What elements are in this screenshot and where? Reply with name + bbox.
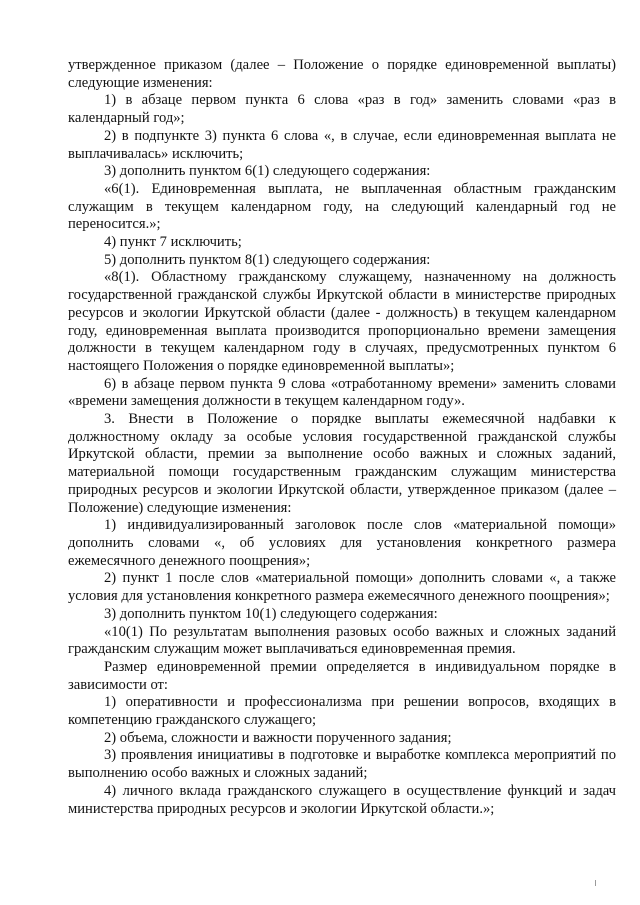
paragraph: «10(1) По результатам выполнения разовых особо важных и сложных заданий гражданским служащим может выплачиваться единовременная премия.	[68, 623, 616, 658]
paragraph: Размер единовременной премии определяется в индивидуальном порядке в зависимости от:	[68, 658, 616, 693]
paragraph: 4) пункт 7 исключить;	[104, 234, 242, 251]
paragraph: 6) в абзаце первом пункта 9 слова «отработанному времени» заменить словами «времени замещения должности в текущем календарном году».	[68, 375, 616, 410]
paragraph: 2) объема, сложности и важности порученного задания;	[104, 729, 452, 746]
paragraph: утвержденное приказом (далее – Положение о порядке единовременной выплаты) следующие изменения:	[68, 57, 616, 91]
paragraph: «8(1). Областному гражданскому служащему, назначенному на должность государственной гражданской службы Иркутской области в министерстве природных ресурсов и экологии Иркутской области (далее - должность) в текущем календарном году, единовременная выплата производится пропорционально времени замещения должности в текущем календарном году в случаях, предусмотренных пунктом 6 настоящего Положения о порядке единовременной выплаты»;	[68, 269, 616, 374]
paragraph: 3) дополнить пунктом 6(1) следующего содержания:	[104, 163, 431, 180]
paragraph: 2) в подпункте 3) пункта 6 слова «, в случае, если единовременная выплата не выплачивалась» исключить;	[68, 127, 616, 162]
paragraph: 1) в абзаце первом пункта 6 слова «раз в год» заменить словами «раз в календарный год»;	[68, 92, 616, 127]
paragraph: 1) индивидуализированный заголовок после слов «материальной помощи» дополнить словами «, об условиях для установления конкретного размера ежемесячного денежного поощрения»;	[68, 517, 616, 569]
paragraph: 5) дополнить пунктом 8(1) следующего содержания:	[104, 251, 431, 268]
paragraph: «6(1). Единовременная выплата, не выплаченная областным гражданским служащим в текущем календарном году, на следующий календарный год не переносится.»;	[68, 180, 616, 233]
paragraph: 3. Внести в Положение о порядке выплаты ежемесячной надбавки к должностному окладу за особые условия государственной гражданской службы Иркутской области, премии за выполнение особо важных и сложных заданий, материальной помощи государственным гражданским служащим министерства природных ресурсов и экологии Иркутской области, утвержденное приказом (далее – Положение) следующие изменения:	[68, 411, 616, 516]
document-body	[68, 57, 616, 818]
paragraph: 3) проявления инициативы в подготовке и выработке комплекса мероприятий по выполнению особо важных и сложных заданий;	[68, 747, 616, 782]
paragraph: 2) пункт 1 после слов «материальной помощи» дополнить словами «, а также условия для установления конкретного размера ежемесячного денежного поощрения»;	[68, 570, 616, 605]
scan-mark	[595, 880, 596, 886]
paragraph: 1) оперативности и профессионализма при решении вопросов, входящих в компетенцию гражданского служащего;	[68, 694, 616, 729]
paragraph: 3) дополнить пунктом 10(1) следующего содержания:	[104, 605, 438, 622]
paragraph: 4) личного вклада гражданского служащего в осуществление функций и задач министерства природных ресурсов и экологии Иркутской области.»;	[68, 782, 616, 817]
